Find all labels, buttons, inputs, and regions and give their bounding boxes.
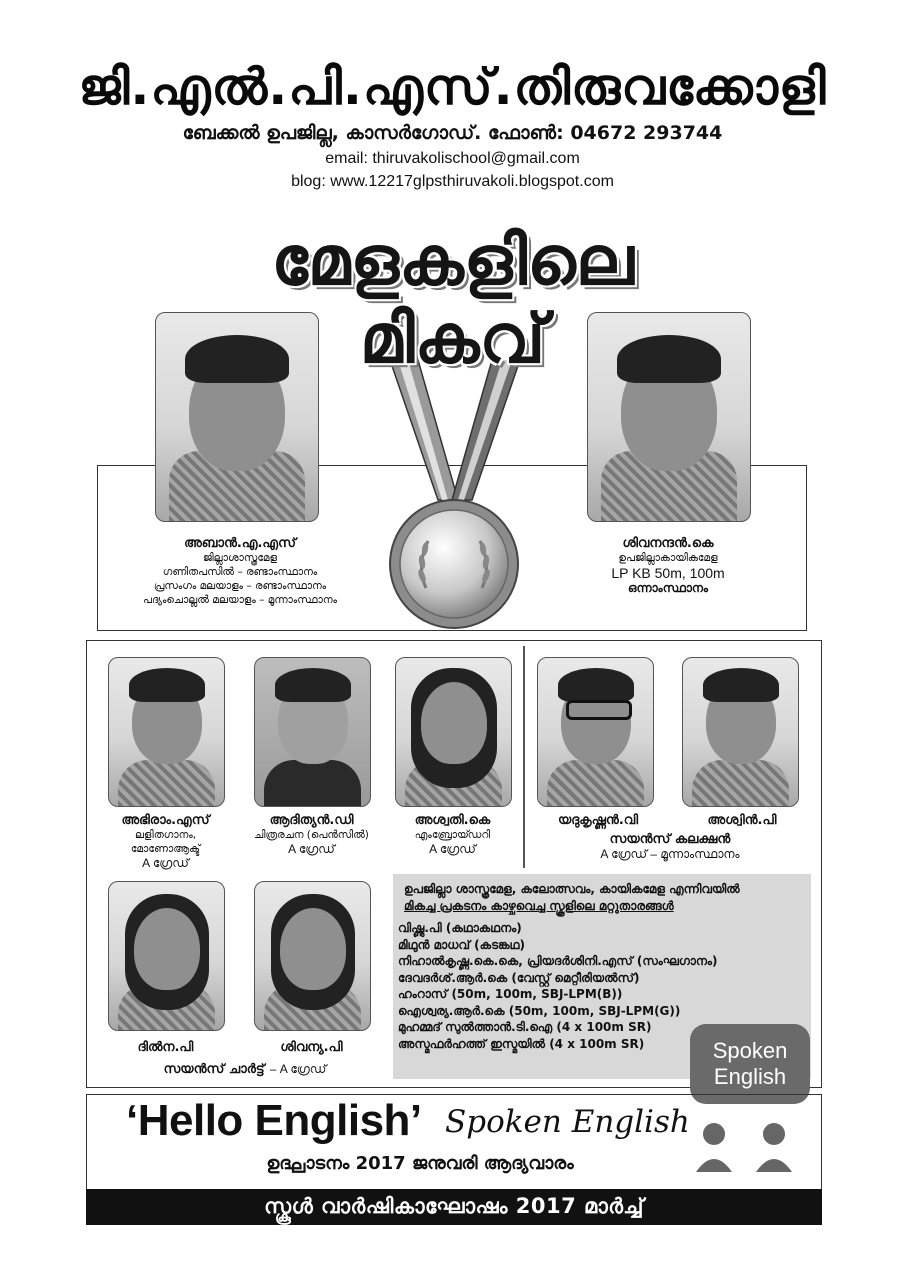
silver-medal-icon bbox=[386, 496, 522, 632]
student-grade: A ഗ്രേഡ് bbox=[142, 856, 189, 870]
list-item: മിഥുൻ മാധവ് (കടങ്കഥ) bbox=[398, 937, 526, 952]
footer-text: സ്കൂൾ വാർഷികാഘോഷം 2017 മാർച്ച് bbox=[264, 1194, 644, 1218]
student-name: അശ്വതി.കെ bbox=[414, 813, 491, 828]
bubble-line: English bbox=[713, 1064, 787, 1089]
student-caption bbox=[672, 813, 812, 828]
winner-caption bbox=[568, 536, 768, 596]
winner-name: ശിവനന്ദൻ.കെ bbox=[622, 536, 714, 551]
row2-event: സയൻസ് ചാർട്ട് bbox=[163, 1062, 265, 1077]
list-item: ദേവദർശ്.ആർ.കെ (വേസ്റ്റ് മെറ്റീരിയൽസ്) bbox=[398, 970, 640, 985]
winner-detail: ഉപജില്ലാകായികമേള bbox=[618, 552, 718, 564]
winner-detail: LP KB 50m, 100m bbox=[611, 565, 725, 581]
bubble-line: Spoken bbox=[712, 1038, 788, 1063]
row2-caption bbox=[110, 1058, 380, 1077]
student-caption bbox=[528, 813, 668, 828]
student-name: യദുകൃഷ്ണൻ.വി bbox=[557, 813, 639, 828]
student-name: ശിവന്യ.പി bbox=[280, 1040, 343, 1055]
student-name: അഭിരാം.എസ് bbox=[121, 813, 210, 828]
student-caption bbox=[88, 813, 243, 871]
promo-script: Spoken English bbox=[445, 1104, 690, 1140]
student-name: ദിൽന.പി bbox=[137, 1040, 194, 1055]
heading-line: ഉപജില്ലാ ശാസ്ത്രമേള, കലോത്സവം, കായികമേള എന്നിവയിൽ bbox=[404, 882, 740, 896]
student-photo bbox=[682, 657, 799, 807]
student-grade: A ഗ്രേഡ് bbox=[429, 842, 476, 856]
pair-event: സയൻസ് കലക്ഷൻ bbox=[609, 832, 731, 847]
winner-detail: ജില്ലാശാസ്ത്രമേള bbox=[202, 552, 278, 564]
people-icon bbox=[690, 1112, 800, 1186]
student-grade: A ഗ്രേഡ് bbox=[288, 842, 335, 856]
winner-detail: പദ്യംചൊല്ലൽ മലയാളം – മൂന്നാംസ്ഥാനം bbox=[142, 594, 337, 606]
address-line: ബേക്കൽ ഉപജില്ല, കാസർഗോഡ്. ഫോൺ: 04672 293744 bbox=[182, 122, 723, 144]
pair-grade: A ഗ്രേഡ് – മൂന്നാംസ്ഥാനം bbox=[600, 847, 740, 861]
winner-detail: ഒന്നാംസ്ഥാനം bbox=[627, 581, 709, 595]
pair-caption bbox=[535, 832, 805, 862]
winner-detail: പ്രസംഗം മലയാളം – രണ്ടാംസ്ഥാനം bbox=[153, 580, 327, 592]
student-detail: മോണോആക്ട് bbox=[130, 843, 201, 855]
promo-title: ‘Hello English’ bbox=[126, 1096, 422, 1145]
launch-line: ഉദ്ഘാടനം 2017 ജനുവരി ആദ്യവാരം bbox=[266, 1153, 574, 1174]
student-caption bbox=[234, 813, 389, 857]
row2-grade: – A ഗ്രേഡ് bbox=[269, 1062, 327, 1076]
winner-name: അബാൻ.എ.എസ് bbox=[184, 536, 296, 551]
student-photo bbox=[537, 657, 654, 807]
list-item: മുഹമ്മദ് സുൽത്താൻ.ടി.ഐ (4 x 100m SR) bbox=[398, 1020, 652, 1034]
student-photo bbox=[395, 657, 512, 807]
student-photo bbox=[254, 881, 371, 1031]
heading-line: മികച്ച പ്രകടനം കാഴ്ചവെച്ച സ്കൂളിലെ മറ്റുതാരങ്ങൾ bbox=[404, 898, 674, 913]
blog-line: blog: www.12217glpsthiruvakoli.blogspot.com bbox=[291, 173, 614, 190]
winner-detail: ഗണിതപസിൽ – രണ്ടാംസ്ഥാനം bbox=[162, 566, 318, 578]
student-detail: ചിത്രരചന (പെൻസിൽ) bbox=[254, 829, 369, 841]
other-stars-heading bbox=[404, 881, 804, 914]
student-photo bbox=[254, 657, 371, 807]
school-title: ജി.എൽ.പി.എസ്.തിരുവക്കോളി bbox=[78, 58, 827, 116]
student-name: അശ്വിൻ.പി bbox=[707, 813, 777, 828]
student-name: ആദിത്യൻ.ഡി bbox=[269, 813, 354, 828]
list-item: വിഷ്ണു.പി (കഥാകഥനം) bbox=[398, 921, 522, 935]
list-item: ഹംറാസ് (50m, 100m, SBJ-LPM(B)) bbox=[398, 987, 623, 1001]
headline-line1: മേളകളിലെ bbox=[271, 222, 634, 301]
student-photo bbox=[155, 312, 319, 522]
list-item: നിഹാൽകൃഷ്ണ.കെ.കെ, പ്രിയദർശിനി.എസ് (സംഘഗാനം) bbox=[398, 954, 718, 968]
student-detail: ലളിതഗാനം, bbox=[134, 829, 197, 841]
student-photo bbox=[108, 657, 225, 807]
student-photo bbox=[108, 881, 225, 1031]
winner-caption bbox=[110, 536, 370, 607]
student-detail: എംബ്രോയ്ഡറി bbox=[414, 829, 491, 841]
student-photo bbox=[587, 312, 751, 522]
speech-bubble bbox=[690, 1024, 810, 1104]
list-item: ഐശ്വര്യ.ആർ.കെ (50m, 100m, SBJ-LPM(G)) bbox=[398, 1003, 681, 1018]
list-item: അസ്മഫർഹത്ത് ഇസ്മയിൽ (4 x 100m SR) bbox=[398, 1036, 645, 1051]
headline-line2: മികവ് bbox=[359, 300, 546, 379]
student-caption bbox=[375, 813, 530, 857]
email-line: email: thiruvakolischool@gmail.com bbox=[325, 150, 580, 167]
